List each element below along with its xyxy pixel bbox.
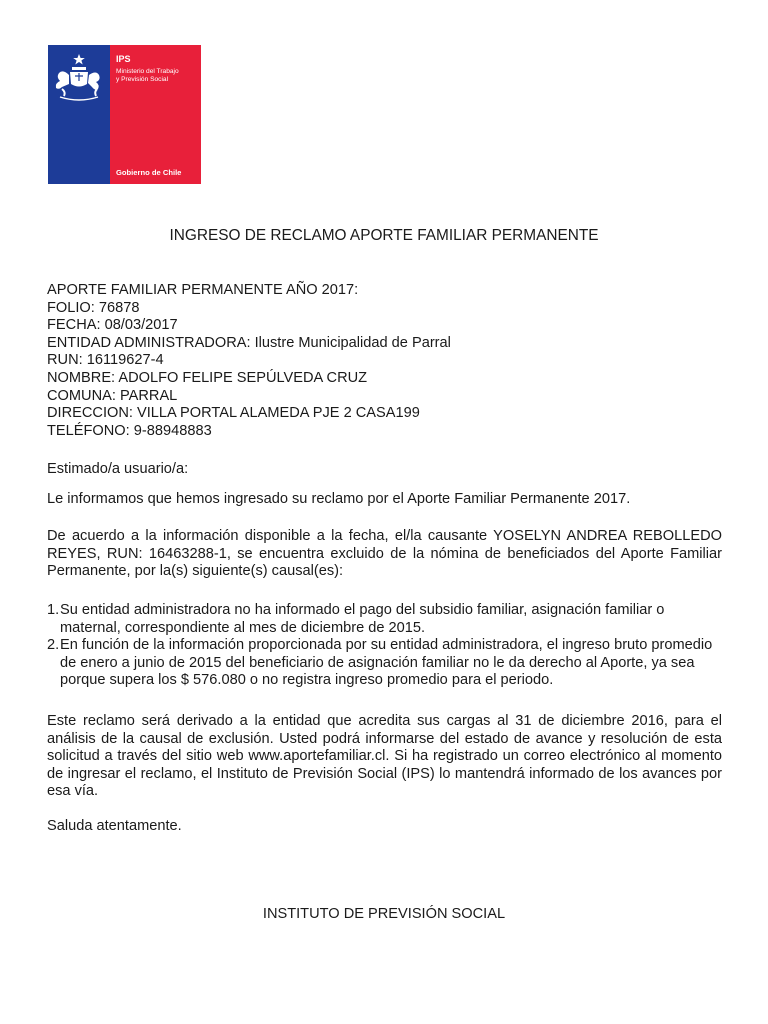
closing-salutation: Saluda atentamente. — [47, 818, 182, 834]
info-value: Ilustre Municipalidad de Parral — [254, 334, 451, 351]
info-label: ENTIDAD ADMINISTRADORA: — [47, 334, 251, 351]
info-value: ADOLFO FELIPE SEPÚLVEDA CRUZ — [118, 369, 368, 386]
info-value: 16119627-4 — [86, 352, 164, 369]
exclusion-causes-list — [47, 602, 722, 690]
logo-government: Gobierno de Chile — [116, 168, 182, 177]
info-label: FOLIO: — [47, 299, 95, 316]
info-label: DIRECCION: — [47, 405, 133, 422]
info-label: APORTE FAMILIAR PERMANENTE AÑO 2017: — [47, 282, 359, 298]
info-value: PARRAL — [119, 387, 178, 404]
info-row-comuna — [47, 388, 722, 406]
info-row-telefono — [47, 423, 722, 441]
info-row-folio — [47, 300, 722, 318]
info-label: TELÉFONO: — [47, 422, 130, 439]
info-value: VILLA PORTAL ALAMEDA PJE 2 CASA199 — [137, 405, 420, 422]
list-item — [47, 602, 722, 637]
cause-number: 2. — [47, 637, 60, 654]
paragraph-claim-received: Le informamos que hemos ingresado su reclamo por el Aporte Familiar Permanente 2017. — [47, 491, 631, 507]
logo-ministry-line1: Ministerio del Trabajo — [116, 68, 179, 75]
paragraph-next-steps: Este reclamo será derivado a la entidad que acredita sus cargas al 31 de diciembre 2016, para el análisis de la causal de exclusión. Usted podrá informarse del estado de avance y resolución de esta solicitud a través del sitio web www.aportefamiliar.cl. Si ha registrado un correo electrónico al momento de ingresar el reclamo, el Instituto de Previsión Social (IPS) lo mantendrá informado de los avances por esa vía. — [47, 713, 722, 800]
paragraph-exclusion: De acuerdo a la información disponible a la fecha, el/la causante YOSELYN ANDREA REBOLLEDO REYES, RUN: 16463288-1, se encuentra excluido de la nómina de beneficiados del Aporte Familiar Permanente, por la(s) siguiente(s) causal(es): — [47, 528, 722, 580]
logo-brand-text: IPS — [116, 54, 131, 64]
list-item — [47, 637, 722, 690]
info-row-entidad — [47, 335, 722, 353]
logo-blue-panel — [48, 45, 110, 184]
greeting: Estimado/a usuario/a: — [47, 461, 189, 477]
cause-text: Su entidad administradora no ha informado el pago del subsidio familiar, asignación familiar o maternal, correspondiente al mes de diciembre de 2015. — [60, 602, 665, 636]
info-label: COMUNA: — [47, 387, 116, 404]
signature-institution: INSTITUTO DE PREVISIÓN SOCIAL — [262, 906, 506, 922]
ips-logo — [48, 45, 201, 184]
claim-info — [47, 282, 722, 440]
document-title: INGRESO DE RECLAMO APORTE FAMILIAR PERMANENTE — [169, 227, 599, 244]
info-value: 9-88948883 — [133, 422, 212, 439]
info-row-fecha — [47, 317, 722, 335]
logo-ministry-line2: y Previsión Social — [116, 76, 169, 83]
info-label: NOMBRE: — [47, 369, 116, 386]
info-label: RUN: — [47, 352, 83, 369]
info-row-year — [47, 282, 722, 300]
cause-number: 1. — [47, 602, 60, 618]
cause-text: En función de la información proporcionada por su entidad administradora, el ingreso bruto promedio de enero a junio de 2015 del beneficiario de asignación familiar no le da derecho al Aporte, ya sea porque supera los $ 576.080 o no registra ingreso promedio para el periodo. — [60, 637, 713, 689]
info-row-nombre — [47, 370, 722, 388]
info-value: 76878 — [98, 299, 140, 316]
info-row-direccion — [47, 405, 722, 423]
info-label: FECHA: — [47, 317, 101, 334]
logo-red-panel — [110, 45, 201, 184]
info-value: 08/03/2017 — [104, 317, 178, 334]
info-row-run — [47, 352, 722, 370]
